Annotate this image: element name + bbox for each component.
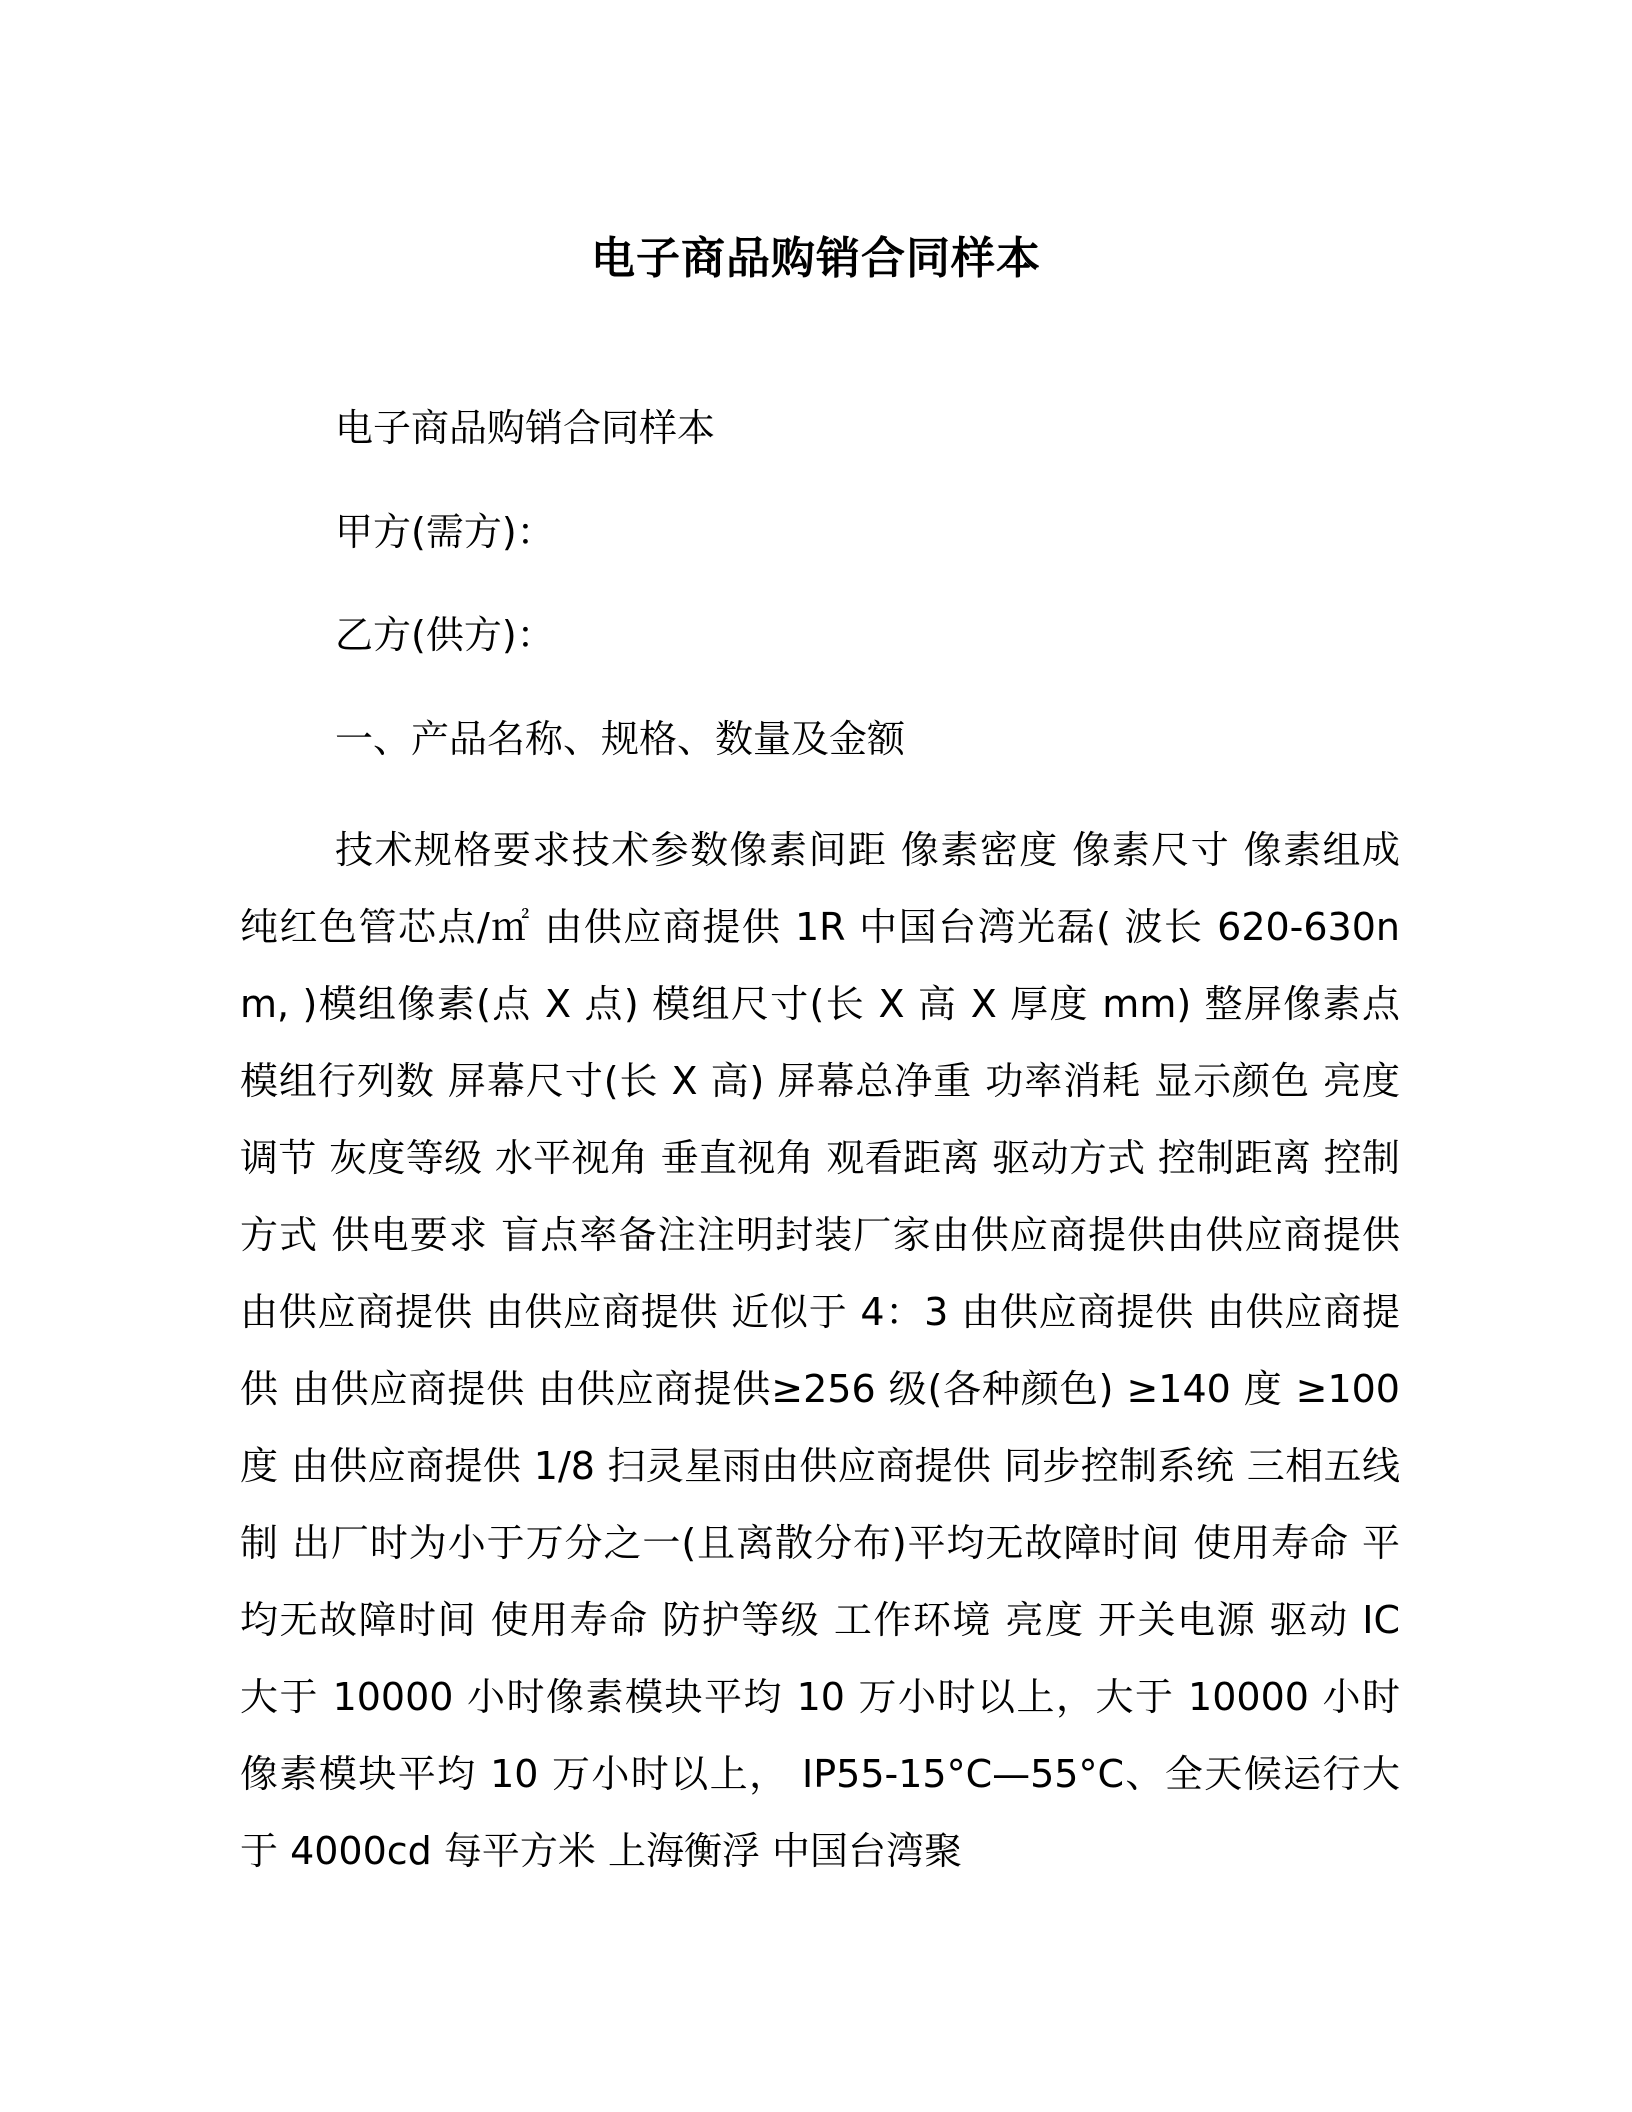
party-a-label: 甲方(需方)： — [335, 510, 555, 554]
section-1-body: 技术规格要求技术参数像素间距 像素密度 像素尺寸 像素组成 纯红色管芯点/㎡ 由供应商提供 1R 中国台湾光磊( 波长 620-630nm, )模组像素(点 X 点) 模组尺寸(长 X 高 X 厚度 mm) 整屏像素点 模组行列数 屏幕尺寸(长 X 高) 屏幕总净重 功率消耗 显示颜色 亮度调节 灰度等级 水平视角 垂直视角 观看距离 驱动方式 控制距离 控制方式 供电要求 盲点率备注注明封装厂家由供应商提供由供应商提供由供应商提供 由供应商提供 近似于 4：3 由供应商提供 由供应商提供 由供应商提供 由供应商提供≥256 级(各种颜色) ≥140 度 ≥100 度 由供应商提供 1/8 扫灵星雨由供应商提供 同步控制系统 三相五线制 出厂时为小于万分之一(且离散分布)平均无故障时间 使用寿命 平均无故障时间 使用寿命 防护等级 工作环境 亮度 开关电源 驱动 IC 大于 10000 小时像素模块平均 10 万小时以上，大于 10000 小时像素模块平均 10 万小时以上， IP55-15°C—55°C、全天候运行大于 4000cd 每平方米 上海衡浮 中国台湾聚 — [240, 828, 1400, 1873]
document-subtitle: 电子商品购销合同样本 — [335, 406, 716, 450]
section-1-heading: 一、产品名称、规格、数量及金额 — [335, 717, 906, 761]
party-b-label: 乙方(供方)： — [335, 613, 555, 657]
document-title: 电子商品购销合同样本 — [591, 233, 1041, 284]
